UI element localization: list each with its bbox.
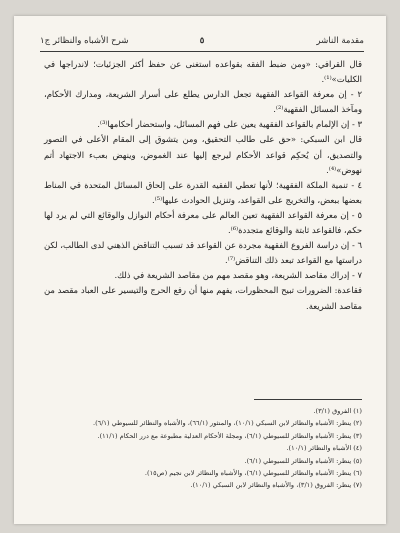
footnote: (٢) ينظر: الأشباه والنظائر لابن السبكي (١٠/١)، والمنثور (٦٦/١)، والأشباه والنظائر للسيوطي (٦/١).: [92, 419, 362, 428]
header-book-title: شرح الأشباه والنظائر ج١: [40, 36, 129, 46]
main-text: [44, 57, 362, 314]
paragraph: ٥ - إن معرفة القواعد الفقهية تعين العالم على معرفة أحكام النوازل والوقائع التي لم يرد لها حكم، فالقواعد ثابتة والوقائع متجددة⁽⁶⁾.: [44, 209, 362, 236]
header-section-title: مقدمة الناشر: [316, 36, 364, 46]
footnote: (٣) ينظر: الأشباه والنظائر للسيوطي (٦/١)، ومجلة الأحكام العدلية مطبوعة مع درر الحكام (١١/١).: [97, 431, 362, 440]
header-rule: [40, 51, 364, 52]
header-page-number: ٥: [199, 36, 205, 46]
running-header: [40, 36, 364, 50]
paragraph: ٣ - إن الإلمام بالقواعد الفقهية يعين على فهم المسائل، واستحضار أحكامها⁽³⁾.: [97, 119, 362, 130]
footnote: (٥) ينظر: الأشباه والنظائر للسيوطي (٦/١).: [244, 456, 362, 465]
paragraph: ٦ - إن دراسة الفروع الفقهية مجردة عن القواعد قد تسبب التناقض الذهني لدى الطالب، لكن دراستها مع القواعد تبعد ذلك التناقض⁽⁷⁾.: [44, 240, 362, 266]
paragraph: ٢ - إن معرفة القواعد الفقهية تجعل الدارس يطلع على أسرار الشريعة، ومدارك الأحكام، ومآخذ المسائل الفقهية⁽²⁾.: [44, 89, 362, 115]
paragraph: فقاعدة: الضرورات تبيح المحظورات، يفهم منها أن رفع الحرج والتيسير على العباد مقصد من مقاصد الشريعة.: [44, 285, 362, 311]
book-page: [14, 16, 386, 524]
footnotes: [44, 405, 362, 492]
paragraph: ٤ - تنمية الملكة الفقهية؛ لأنها تعطي الفقيه القدرة على إلحاق المسائل المتحدة في المناط بعضها ببعض، والتخريج على القواعد، وتنزيل الحوادث عليها⁽⁵⁾.: [44, 179, 362, 205]
paragraph: قال القرافي: «ومن ضبط الفقه بقواعده استغنى عن حفظ أكثر الجزئيات؛ لاندراجها في الكليات»⁽¹⁾.: [44, 59, 362, 85]
footnote: (٦) ينظر: الأشباه والنظائر للسيوطي (٦/١)، والأشباه والنظائر لابن نجيم (ص١٥).: [144, 469, 362, 478]
paragraph: ٧ - إدراك مقاصد الشريعة، وهو مقصد مهم من مقاصد الشريعة في ذلك.: [114, 270, 362, 281]
footnote: (١) الفروق (٣/١).: [313, 407, 362, 415]
footnote: (٤) الأشباه والنظائر (١٠/١).: [286, 444, 362, 453]
footnote: (٧) ينظر: الفروق (٣/١)، والأشباه والنظائر لابن السبكي (١٠/١).: [190, 481, 362, 490]
paragraph: قال ابن السبكي: «حق على طالب التحقيق، ومن يتشوق إلى المقام الأعلى في التصور والتصديق، أن يُحكِم قواعد الأحكام ليرجع إليها عند الغموض، وينهض بعبء الاجتهاد أتم نهوض»⁽⁴⁾.: [44, 134, 362, 175]
footnote-rule: [254, 399, 362, 400]
